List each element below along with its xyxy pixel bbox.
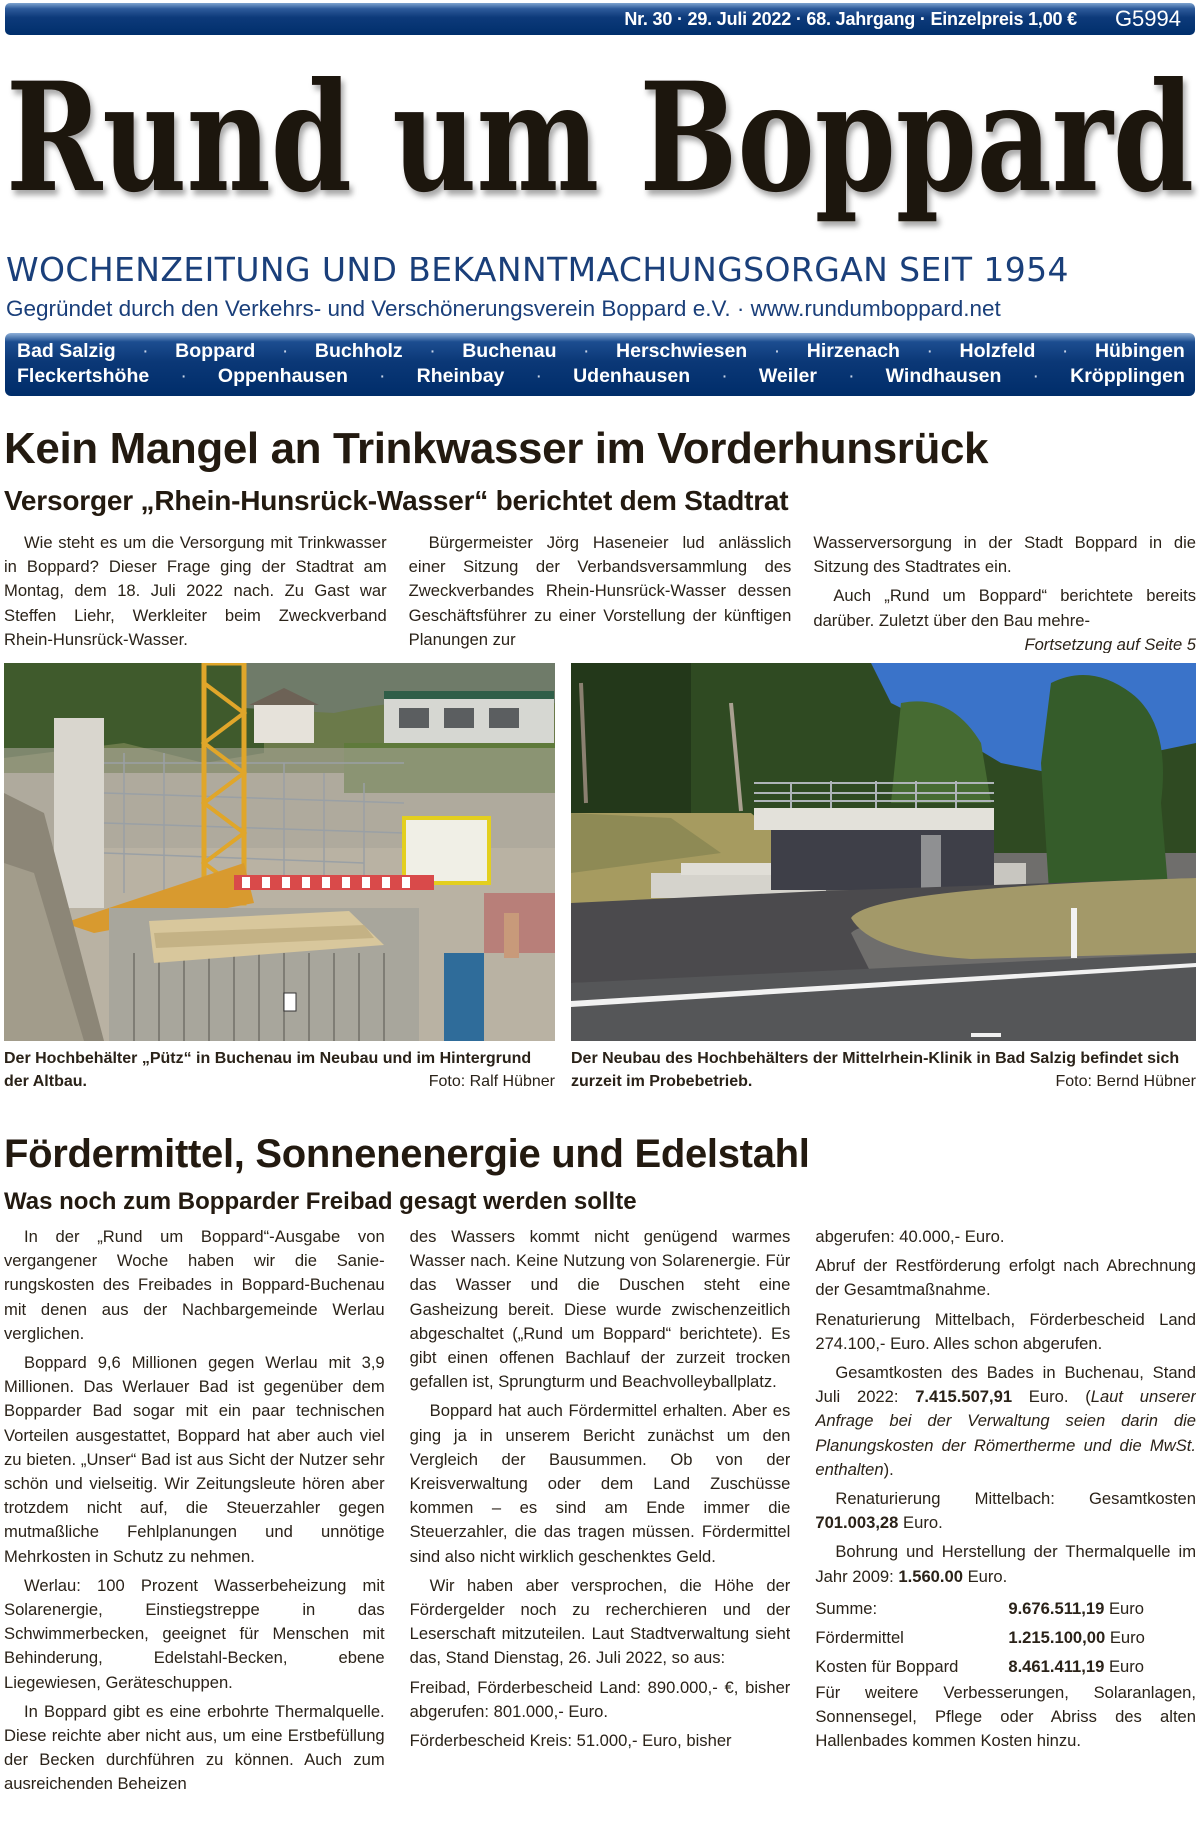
text: ). [883,1459,894,1479]
paragraph: Werlau: 100 Prozent Wasserbeheizung mit Solarenergie, Einstiegstreppe in das Schwimmerbecken, geeignet für Menschen mit Behinderung, Edelstahl-Becken, ebene Liegewiesen, Geräteschuppen. [4,1575,385,1692]
photo-reservoir-image [571,663,1196,1041]
places-row-1 [17,339,1185,364]
summary-row [815,1594,1196,1623]
summary-amount: 1.215.100,00 [1008,1627,1106,1647]
text: Renaturierung Mittelbach: Gesamtkosten [835,1489,1197,1509]
tagline: WOCHENZEITUNG UND BEKANNTMACHUNGSORGAN SEIT 1954 [6,250,1069,289]
separator-dot: · [535,365,542,387]
place-name: Weiler [758,365,817,387]
separator-dot: · [180,365,187,387]
paragraph: Auch „Rund um Boppard“ berichtete bereits darüber. Zuletzt über den Bau mehre- [813,586,1197,630]
article2-column-1 [4,1225,385,1833]
paragraph: Freibad, Förderbescheid Land: 890.000,- €, bisher abgerufen: 801.000,- Euro. [409,1677,791,1721]
note-italic: Laut unserer Anfrage bei der Verwaltung seien darin die Planungskosten der Römertherme und die MwSt. enthalten [815,1387,1197,1479]
paragraph: Wir haben aber versprochen, die Höhe der Fördergelder noch zu recherchieren und der Leserschaft mitzuteilen. Laut Stadtverwaltung sieht das, Stand Dienstag, 26. Juli 2022, so aus: [409,1575,791,1668]
text: Bohrung und Herstellung der Thermalquelle im Jahr 2009: [815,1542,1197,1586]
photo1-caption [4,1047,555,1093]
separator-dot: · [1061,340,1069,362]
text: Euro. [962,1566,1008,1586]
issue-info: Nr. 30 · 29. Juli 2022 · 68. Jahrgang · Einzelpreis 1,00 € [624,8,1077,29]
separator-dot: · [1032,365,1040,387]
place-name: Buchholz [314,340,403,362]
founded-line: Gegründet durch den Verkehrs- und Verschönerungsverein Boppard e.V. · www.rundumboppard.net [6,296,1001,321]
issue-bar [5,3,1195,35]
photo-construction-image [4,663,555,1041]
separator-dot: · [142,340,149,362]
paragraph: Wie steht es um die Versorgung mit Trinkwasser in Boppard? Dieser Frage ging der Stadtrat am Montag, dem 18. Juli 2022 nach. Zu Gast war Steffen Liehr, Werkleiter beim Zweckverband Rhein-Hunsrück-Wasser. [4,533,387,649]
thermal-spring-amount: 1.560.00 [898,1566,963,1586]
text: Gesamtkosten des Bades in Buchenau, Stand Juli 2022: [815,1363,1197,1407]
thermal-spring-paragraph [815,1540,1196,1588]
photo-construction-site [4,663,555,1041]
paragraph: Abruf der Restförderung erfolgt nach Abrechnung der Gesamtmaßnahme. [815,1256,1197,1300]
summary-unit: Euro [1105,1627,1145,1647]
separator-dot: · [926,340,933,362]
place-name: Boppard [175,340,256,362]
paragraph: des Wassers kommt nicht genügend warmes Wasser nach. Keine Nutzung von Solarenergie. Für das Wasser und die Duschen steht eine Gasheizung bereit. Diese wurde zwischenzeitlich abgeschaltet („Rund um Boppard“ berichtete). Es gibt einen offenen Bachlauf der zurzeit trocken gefallen ist, Sprungturm und Beachvolleyballplatz. [409,1227,791,1392]
summary-label: Summe: [815,1598,878,1618]
place-name: Fleckertshöhe [17,365,150,387]
separator-dot: · [429,340,436,362]
article1-subheadline: Versorger „Rhein-Hunsrück-Wasser“ berichtet dem Stadtrat [4,485,789,516]
summary-amount: 8.461.411,19 [1008,1656,1105,1676]
places-row-2 [17,364,1185,389]
cost-summary [815,1594,1196,1681]
separator-dot: · [281,340,289,362]
separator-dot: · [379,365,386,387]
place-name: Hirzenach [806,340,900,362]
masthead-logo [0,62,1200,242]
place-name: Hübingen [1094,340,1185,362]
place-name: Buchenau [462,340,557,362]
paragraph: Für weitere Verbesserungen, Solaranlagen, Sonnensegel, Pflege oder Abriss des alten Hallenbades kommen Kosten hinzu. [815,1682,1197,1751]
issue-code: G5994 [1114,6,1181,31]
paragraph: In Boppard gibt es eine erbohrte Thermalquelle. Diese reichte aber nicht aus, um eine Erstbefüllung der Becken durchführen zu können. Auch zum ausreichenden Beheizen [4,1701,385,1794]
photo1-credit: Foto: Ralf Hübner [428,1073,555,1090]
place-name: Udenhausen [573,365,691,387]
summary-row [815,1623,1196,1652]
article2-column-3 [815,1225,1196,1833]
total-cost-amount: 7.415.507,91 [915,1387,1013,1407]
summary-amount: 9.676.511,19 [1008,1598,1105,1618]
article1-column-1 [4,531,387,653]
summary-unit: Euro [1104,1656,1144,1676]
text: Euro. ( [1012,1387,1091,1407]
separator-dot: · [773,340,781,362]
continued-note: Fortsetzung auf Seite 5 [1024,634,1197,653]
article2-body [4,1225,1196,1833]
paragraph: Boppard 9,6 Millionen gegen Werlau mit 3,9 Millionen. Das Werlauer Bad ist gegenüber dem Bopparder Bad sogar mit ein paar technischen Vorteilen ausgestattet, Boppard hat aber auch viel zu bieten. „Unser“ Bad ist aus Sicht der Nutzer sehr schön und vielseitig. Wir Zeitungsleute hören aber trotzdem nicht auf, die Steuerzahler gegen mutmaßliche Fehlplanungen und unnötige Mehrkosten in Schutz zu nehmen. [4,1353,385,1566]
place-name: Rheinbay [416,365,505,387]
article1-headline: Kein Mangel an Trinkwasser im Vorderhunsrück [4,424,989,473]
article2-column-2 [410,1225,791,1833]
photo-reservoir-building [571,663,1196,1041]
place-name: Windhausen [885,365,1002,387]
paragraph: Wasserversorgung in der Stadt Boppard in die Sitzung des Stadtrates ein. [813,533,1197,577]
separator-dot: · [721,365,728,387]
total-cost-paragraph [815,1361,1196,1482]
paragraph: In der „Rund um Boppard“-Ausgabe von vergangener Woche haben wir die Sanierungskosten des Freibades in Boppard-Buchenau mit denen aus der Nachbargemeinde Werlau verglichen. [4,1227,385,1343]
summary-unit: Euro [1104,1598,1144,1618]
photo2-caption [571,1047,1196,1093]
article1-body [4,531,1196,653]
renaturation-cost-paragraph [815,1487,1196,1535]
renaturation-cost-amount: 701.003,28 [815,1513,899,1533]
separator-dot: · [848,365,855,387]
paragraph: Boppard hat auch Fördermittel erhalten. Aber es ging ja in unserem Bericht zunächst um den Vergleich der Bausummen. Ob von der Kreisverwaltung oder dem Land Zuschüsse kommen – es sind am Ende immer die Steuerzahler, die das tragen müssen. Fördermittel sind also nicht wirklich geschenktes Geld. [409,1401,791,1566]
places-bar [5,333,1195,396]
paragraph: Renaturierung Mittelbach, Förderbescheid Land 274.100,- Euro. Alles schon abgerufen. [815,1309,1197,1353]
paragraph: Bürgermeister Jörg Haseneier lud anlässlich einer Sitzung der Verbandsversammlung des Zweckverbandes Rhein-Hunsrück-Wasser dessen Geschäftsführer zu einer Vorstellung der künftigen Planungen zur [408,533,792,649]
photo1-caption-text: Der Hochbehälter „Pütz“ in Buchenau im Neubau und im Hintergrund der Altbau. [4,1050,532,1090]
article1-column-3 [813,531,1196,653]
photo2-caption-text: Der Neubau des Hochbehälters der Mittelrhein-Klinik in Bad Salzig befindet sich zurzeit im Probebetrieb. [571,1050,1180,1090]
summary-label: Fördermittel [815,1627,904,1647]
summary-row [815,1652,1196,1681]
summary-label: Kosten für Boppard [815,1656,959,1676]
place-name: Herschwiesen [616,340,748,362]
place-name: Kröpplingen [1070,365,1185,387]
place-name: Bad Salzig [17,340,116,362]
place-name: Oppenhausen [217,365,348,387]
paragraph: abgerufen: 40.000,- Euro. [815,1227,1005,1246]
article1-column-2 [409,531,792,653]
text: Euro. [898,1513,943,1533]
masthead-title: Rund um Boppard [6,62,1194,226]
paragraph: Förderbescheid Kreis: 51.000,- Euro, bisher [409,1731,732,1751]
article2-subheadline: Was noch zum Bopparder Freibad gesagt werden sollte [4,1188,637,1215]
masthead-logo-graphic [0,62,1200,242]
place-name: Holzfeld [959,340,1036,362]
separator-dot: · [583,340,590,362]
photo2-credit: Foto: Bernd Hübner [1055,1073,1196,1090]
article2-headline: Fördermittel, Sonnenenergie und Edelstahl [4,1132,810,1176]
